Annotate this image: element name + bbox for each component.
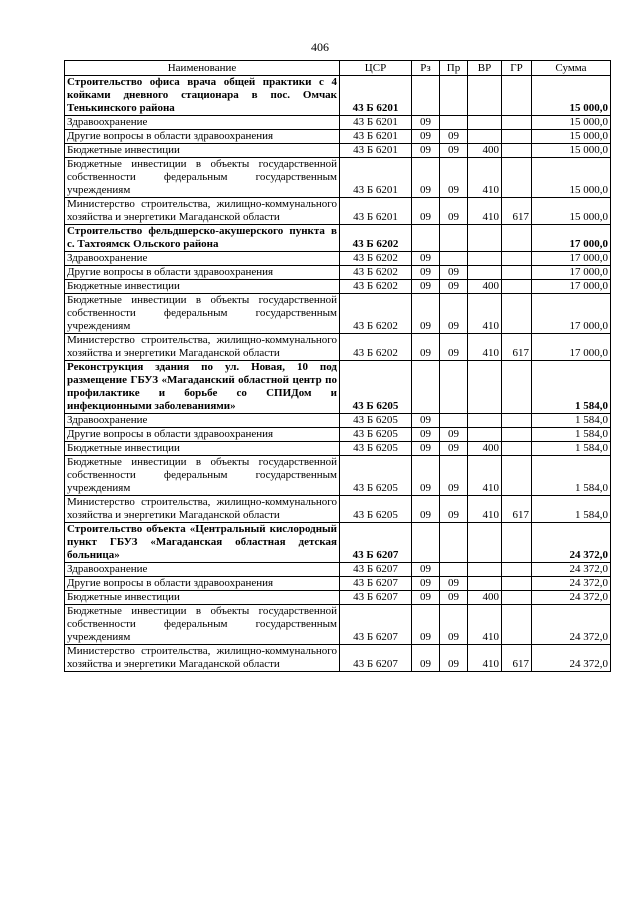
cell-csr: 43 Б 6202: [340, 294, 412, 334]
cell-csr: 43 Б 6205: [340, 456, 412, 496]
cell-sum: 15 000,0: [532, 144, 611, 158]
cell-rz: 09: [412, 577, 440, 591]
cell-name: Бюджетные инвестиции: [65, 280, 340, 294]
cell-gr: [502, 144, 532, 158]
table-row: [65, 225, 611, 252]
cell-vr: [468, 563, 502, 577]
cell-rz: 09: [412, 266, 440, 280]
cell-rz: [412, 225, 440, 252]
cell-name: Другие вопросы в области здравоохранения: [65, 428, 340, 442]
table-row: [65, 334, 611, 361]
cell-pr: 09: [440, 334, 468, 361]
cell-sum: 15 000,0: [532, 116, 611, 130]
cell-gr: [502, 591, 532, 605]
cell-name: Министерство строительства, жилищно-коммунального хозяйства и энергетики Магаданской области: [65, 198, 340, 225]
cell-name: Другие вопросы в области здравоохранения: [65, 577, 340, 591]
cell-vr: 410: [468, 496, 502, 523]
table-row: [65, 144, 611, 158]
cell-pr: [440, 76, 468, 116]
cell-pr: 09: [440, 591, 468, 605]
cell-csr: 43 Б 6201: [340, 76, 412, 116]
cell-rz: [412, 76, 440, 116]
cell-rz: 09: [412, 563, 440, 577]
cell-csr: 43 Б 6201: [340, 116, 412, 130]
table-row: [65, 280, 611, 294]
cell-pr: 09: [440, 130, 468, 144]
cell-csr: 43 Б 6207: [340, 591, 412, 605]
cell-sum: 17 000,0: [532, 252, 611, 266]
cell-csr: 43 Б 6207: [340, 523, 412, 563]
table-row: [65, 563, 611, 577]
column-header-rz: Рз: [412, 61, 440, 76]
cell-rz: 09: [412, 456, 440, 496]
cell-name: Министерство строительства, жилищно-коммунального хозяйства и энергетики Магаданской области: [65, 496, 340, 523]
cell-rz: 09: [412, 334, 440, 361]
cell-gr: [502, 414, 532, 428]
cell-sum: 15 000,0: [532, 198, 611, 225]
cell-vr: 410: [468, 198, 502, 225]
table-row: [65, 76, 611, 116]
cell-rz: 09: [412, 496, 440, 523]
cell-gr: [502, 605, 532, 645]
cell-name: Другие вопросы в области здравоохранения: [65, 130, 340, 144]
cell-sum: 24 372,0: [532, 645, 611, 672]
cell-name: Строительство фельдшерско-акушерского пункта в с. Тахтоямск Ольского района: [65, 225, 340, 252]
cell-pr: [440, 252, 468, 266]
page-number: 406: [311, 40, 329, 54]
table-body: [65, 76, 611, 672]
cell-pr: [440, 225, 468, 252]
cell-gr: [502, 252, 532, 266]
cell-sum: 1 584,0: [532, 496, 611, 523]
cell-sum: 1 584,0: [532, 442, 611, 456]
cell-gr: [502, 361, 532, 414]
cell-gr: 617: [502, 198, 532, 225]
cell-vr: [468, 414, 502, 428]
cell-gr: [502, 158, 532, 198]
cell-sum: 17 000,0: [532, 294, 611, 334]
cell-csr: 43 Б 6207: [340, 645, 412, 672]
cell-csr: 43 Б 6201: [340, 158, 412, 198]
cell-vr: 410: [468, 605, 502, 645]
cell-rz: 09: [412, 280, 440, 294]
cell-pr: [440, 563, 468, 577]
cell-pr: 09: [440, 496, 468, 523]
cell-name: Бюджетные инвестиции в объекты государственной собственности федеральным государственным учреждениям: [65, 294, 340, 334]
budget-table: [64, 60, 611, 672]
cell-sum: 15 000,0: [532, 130, 611, 144]
cell-csr: 43 Б 6201: [340, 198, 412, 225]
cell-pr: 09: [440, 280, 468, 294]
cell-csr: 43 Б 6205: [340, 414, 412, 428]
cell-name: Здравоохранение: [65, 252, 340, 266]
cell-name: Здравоохранение: [65, 116, 340, 130]
table-row: [65, 577, 611, 591]
cell-gr: [502, 280, 532, 294]
cell-gr: [502, 577, 532, 591]
cell-vr: 410: [468, 645, 502, 672]
cell-rz: 09: [412, 158, 440, 198]
table-row: [65, 294, 611, 334]
cell-rz: 09: [412, 144, 440, 158]
cell-sum: 24 372,0: [532, 563, 611, 577]
cell-rz: 09: [412, 442, 440, 456]
cell-pr: 09: [440, 158, 468, 198]
cell-pr: 09: [440, 442, 468, 456]
cell-vr: 400: [468, 280, 502, 294]
cell-gr: [502, 294, 532, 334]
cell-pr: 09: [440, 198, 468, 225]
table-header-row: [65, 61, 611, 76]
cell-csr: 43 Б 6207: [340, 563, 412, 577]
cell-pr: 09: [440, 605, 468, 645]
cell-sum: 15 000,0: [532, 158, 611, 198]
column-header-csr: ЦСР: [340, 61, 412, 76]
cell-sum: 15 000,0: [532, 76, 611, 116]
cell-gr: [502, 428, 532, 442]
cell-csr: 43 Б 6202: [340, 334, 412, 361]
cell-gr: [502, 76, 532, 116]
cell-vr: [468, 523, 502, 563]
cell-csr: 43 Б 6201: [340, 144, 412, 158]
cell-vr: 410: [468, 294, 502, 334]
cell-vr: 400: [468, 591, 502, 605]
table-row: [65, 266, 611, 280]
cell-rz: 09: [412, 428, 440, 442]
cell-gr: [502, 130, 532, 144]
cell-sum: 24 372,0: [532, 605, 611, 645]
cell-vr: [468, 577, 502, 591]
column-header-pr: Пр: [440, 61, 468, 76]
cell-sum: 17 000,0: [532, 280, 611, 294]
cell-rz: 09: [412, 252, 440, 266]
cell-pr: [440, 116, 468, 130]
cell-gr: 617: [502, 496, 532, 523]
table-row: [65, 591, 611, 605]
table-row: [65, 130, 611, 144]
cell-gr: [502, 442, 532, 456]
cell-rz: 09: [412, 605, 440, 645]
cell-sum: 1 584,0: [532, 414, 611, 428]
cell-vr: 410: [468, 334, 502, 361]
table-row: [65, 523, 611, 563]
cell-name: Здравоохранение: [65, 563, 340, 577]
cell-name: Здравоохранение: [65, 414, 340, 428]
cell-gr: [502, 456, 532, 496]
cell-csr: 43 Б 6202: [340, 252, 412, 266]
cell-sum: 1 584,0: [532, 428, 611, 442]
cell-sum: 24 372,0: [532, 523, 611, 563]
cell-vr: 400: [468, 144, 502, 158]
cell-name: Бюджетные инвестиции в объекты государственной собственности федеральным государственным учреждениям: [65, 605, 340, 645]
cell-csr: 43 Б 6205: [340, 442, 412, 456]
cell-gr: [502, 225, 532, 252]
cell-csr: 43 Б 6205: [340, 496, 412, 523]
cell-sum: 17 000,0: [532, 266, 611, 280]
cell-vr: 410: [468, 158, 502, 198]
cell-pr: [440, 361, 468, 414]
cell-vr: [468, 361, 502, 414]
cell-pr: 09: [440, 144, 468, 158]
cell-sum: 17 000,0: [532, 334, 611, 361]
cell-rz: 09: [412, 198, 440, 225]
cell-pr: 09: [440, 266, 468, 280]
cell-name: Строительство офиса врача общей практики с 4 койками дневного стационара в пос. Омчак Тенькинского района: [65, 76, 340, 116]
table-row: [65, 158, 611, 198]
cell-rz: [412, 523, 440, 563]
table-row: [65, 414, 611, 428]
table-row: [65, 198, 611, 225]
cell-gr: 617: [502, 334, 532, 361]
cell-vr: [468, 225, 502, 252]
cell-name: Другие вопросы в области здравоохранения: [65, 266, 340, 280]
table-row: [65, 116, 611, 130]
cell-gr: [502, 523, 532, 563]
cell-vr: [468, 76, 502, 116]
cell-gr: [502, 266, 532, 280]
cell-name: Бюджетные инвестиции: [65, 442, 340, 456]
table-row: [65, 361, 611, 414]
cell-rz: [412, 361, 440, 414]
cell-pr: 09: [440, 428, 468, 442]
cell-vr: [468, 130, 502, 144]
cell-name: Бюджетные инвестиции: [65, 144, 340, 158]
cell-vr: [468, 252, 502, 266]
cell-sum: 24 372,0: [532, 591, 611, 605]
cell-csr: 43 Б 6205: [340, 428, 412, 442]
cell-vr: 400: [468, 442, 502, 456]
cell-rz: 09: [412, 116, 440, 130]
column-header-sum: Сумма: [532, 61, 611, 76]
cell-csr: 43 Б 6205: [340, 361, 412, 414]
cell-name: Бюджетные инвестиции: [65, 591, 340, 605]
table-row: [65, 428, 611, 442]
column-header-vr: ВР: [468, 61, 502, 76]
cell-name: Реконструкция здания по ул. Новая, 10 под размещение ГБУЗ «Магаданский областной центр по профилактике и борьбе со СПИДом и инфекционными заболеваниями»: [65, 361, 340, 414]
cell-vr: [468, 116, 502, 130]
table-row: [65, 605, 611, 645]
cell-pr: 09: [440, 645, 468, 672]
cell-rz: 09: [412, 645, 440, 672]
cell-sum: 24 372,0: [532, 577, 611, 591]
cell-gr: 617: [502, 645, 532, 672]
table-row: [65, 496, 611, 523]
cell-vr: [468, 428, 502, 442]
cell-sum: 17 000,0: [532, 225, 611, 252]
table-row: [65, 442, 611, 456]
table-row: [65, 456, 611, 496]
cell-gr: [502, 563, 532, 577]
cell-pr: 09: [440, 456, 468, 496]
cell-pr: [440, 414, 468, 428]
cell-vr: [468, 266, 502, 280]
cell-rz: 09: [412, 294, 440, 334]
table-row: [65, 252, 611, 266]
cell-rz: 09: [412, 414, 440, 428]
cell-name: Министерство строительства, жилищно-коммунального хозяйства и энергетики Магаданской области: [65, 334, 340, 361]
cell-csr: 43 Б 6202: [340, 225, 412, 252]
table-row: [65, 645, 611, 672]
cell-sum: 1 584,0: [532, 456, 611, 496]
cell-rz: 09: [412, 591, 440, 605]
cell-csr: 43 Б 6202: [340, 280, 412, 294]
cell-name: Бюджетные инвестиции в объекты государственной собственности федеральным государственным учреждениям: [65, 158, 340, 198]
cell-rz: 09: [412, 130, 440, 144]
cell-pr: [440, 523, 468, 563]
cell-name: Министерство строительства, жилищно-коммунального хозяйства и энергетики Магаданской области: [65, 645, 340, 672]
cell-pr: 09: [440, 577, 468, 591]
cell-pr: 09: [440, 294, 468, 334]
cell-csr: 43 Б 6207: [340, 605, 412, 645]
cell-name: Бюджетные инвестиции в объекты государственной собственности федеральным государственным учреждениям: [65, 456, 340, 496]
cell-csr: 43 Б 6201: [340, 130, 412, 144]
cell-gr: [502, 116, 532, 130]
column-header-name: Наименование: [65, 61, 340, 76]
column-header-gr: ГР: [502, 61, 532, 76]
cell-csr: 43 Б 6202: [340, 266, 412, 280]
cell-sum: 1 584,0: [532, 361, 611, 414]
cell-csr: 43 Б 6207: [340, 577, 412, 591]
cell-name: Строительство объекта «Центральный кислородный пункт ГБУЗ «Магаданская областная детская больница»: [65, 523, 340, 563]
cell-vr: 410: [468, 456, 502, 496]
